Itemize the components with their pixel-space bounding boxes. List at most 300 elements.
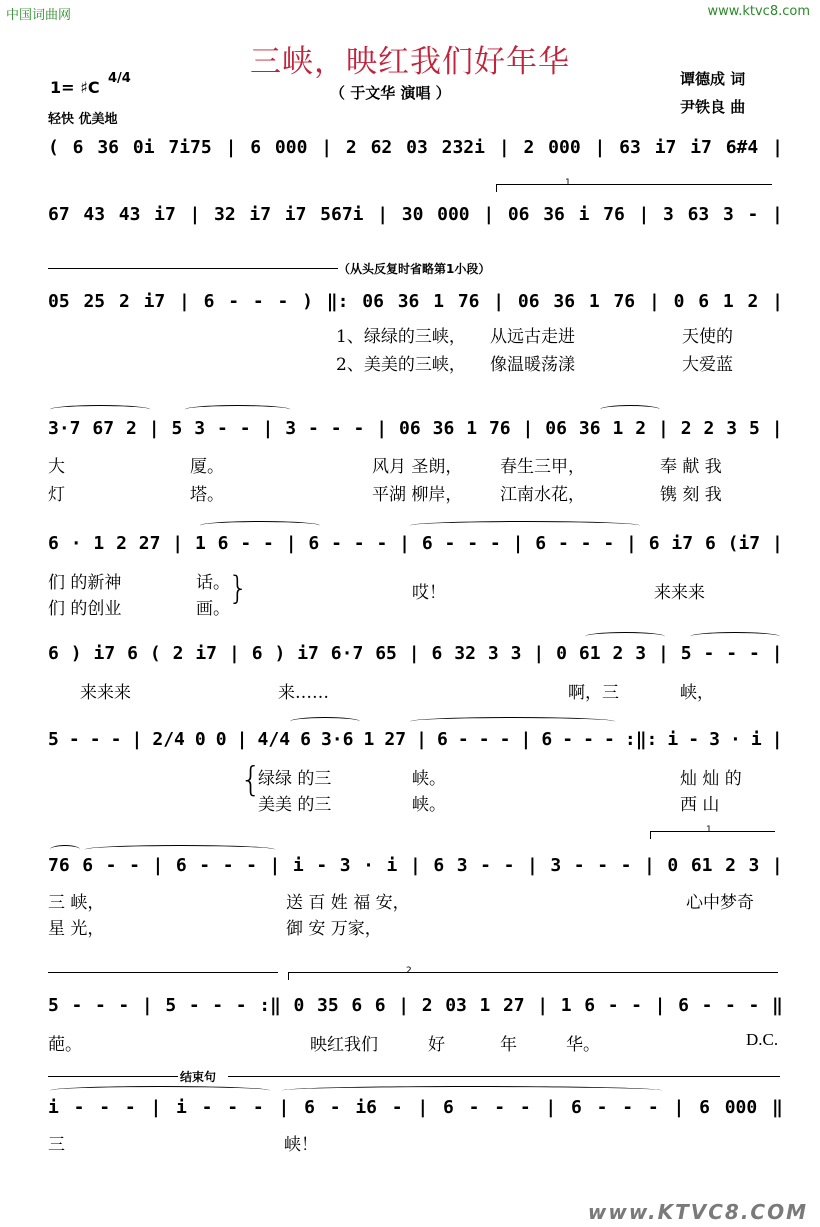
note-token: 0: [556, 642, 567, 664]
note-token: -: [199, 854, 211, 876]
note-token: 06: [545, 417, 567, 439]
note-token: 1: [433, 290, 445, 312]
note-token: i7: [195, 642, 218, 664]
lyric-shared: 好: [428, 1035, 445, 1055]
note-token: 0: [673, 290, 685, 312]
note-token: -: [725, 994, 736, 1016]
barline: |: [498, 136, 510, 158]
barline: |: [493, 290, 505, 312]
note-token: 2: [635, 417, 647, 439]
barline: |: [141, 994, 153, 1016]
barline: |: [657, 642, 669, 664]
note-token: -: [631, 994, 642, 1016]
note-token: 000: [548, 136, 581, 158]
note-token: 27: [384, 728, 407, 750]
lyric-shared: 华。: [566, 1035, 600, 1055]
lyric-shared: 葩。: [48, 1035, 82, 1055]
staff-7: [0, 724, 820, 754]
note-token: -: [277, 290, 289, 312]
note-token: 32: [214, 203, 236, 225]
note-token: -: [227, 1096, 239, 1118]
barline: |: [278, 1096, 290, 1118]
note-token: 35: [317, 994, 339, 1016]
lyric-shared: 来来来: [80, 683, 131, 703]
lyric-shared: 来来来: [654, 583, 705, 603]
staff-notes: [48, 132, 783, 162]
staff-4: [0, 413, 820, 443]
barline: |: [638, 203, 650, 225]
note-token: -: [603, 532, 615, 554]
ending-line: [48, 1076, 178, 1077]
barline: |: [594, 136, 606, 158]
barline: ‖: [771, 994, 783, 1016]
note-token: -: [353, 532, 365, 554]
staff-1: [0, 132, 820, 162]
note-token: 1: [479, 994, 491, 1016]
note-token: 2: [118, 290, 130, 312]
staff-9: [0, 990, 820, 1020]
note-token: -: [316, 854, 328, 876]
note-token: 6: [571, 1096, 582, 1118]
note-token: 6: [48, 642, 59, 664]
volta-number: 1: [706, 825, 712, 835]
barline: |: [269, 854, 281, 876]
barline: |: [148, 417, 160, 439]
lyric-verse1: 峡。: [412, 769, 446, 789]
barline: |: [512, 532, 524, 554]
note-token: -: [573, 854, 585, 876]
note-token: 1: [612, 417, 624, 439]
note-token: -: [73, 1096, 85, 1118]
note-token: 2: [126, 417, 137, 439]
barline: |: [376, 417, 388, 439]
note-token: 43: [118, 203, 141, 225]
note-token: 06: [362, 290, 384, 312]
note-token: -: [263, 532, 274, 554]
note-token: -: [129, 854, 140, 876]
note-token: 6: [699, 1096, 710, 1118]
staff-notes: [48, 286, 783, 316]
note-token: -: [519, 1096, 531, 1118]
note-token: 6: [82, 854, 94, 876]
barline: |: [771, 854, 783, 876]
note-token: -: [583, 728, 594, 750]
lyric-verse1: 三 峡，: [48, 893, 105, 913]
note-token: -: [330, 417, 342, 439]
note-token: 36: [432, 417, 455, 439]
lyric-verse1: 大: [48, 457, 65, 477]
volta-line: [48, 972, 278, 973]
note-token: 6: [704, 532, 716, 554]
note-token: 2: [725, 854, 736, 876]
lyric-verse2: 灯: [48, 485, 65, 505]
lyric-verse1: 送 百 姓 福 安，: [286, 893, 410, 913]
note-token: 0: [667, 854, 679, 876]
watermark-right: www.ktvc8.com: [707, 4, 810, 19]
note-token: -: [748, 642, 760, 664]
lyric-shared: 年: [500, 1035, 517, 1055]
lyric-verse2: 美美 的三: [258, 795, 332, 815]
barline: |: [228, 642, 240, 664]
lyric-verse2: 星 光，: [48, 919, 105, 939]
note-token: -: [124, 1096, 136, 1118]
note-token: 3: [194, 417, 206, 439]
note-token: 6: [48, 532, 59, 554]
note-token: -: [376, 532, 388, 554]
lyric-shared: 峡！: [284, 1135, 318, 1155]
lyric-verse2: 平湖 柳岸，: [372, 485, 463, 505]
barline: :‖:: [624, 728, 658, 750]
volta-tick: [650, 831, 651, 839]
note-token: ·: [70, 532, 82, 554]
lyric-shared: 哎！: [412, 583, 446, 603]
volta-number: 2: [406, 966, 412, 976]
volta-line: [496, 184, 772, 185]
staff-2: [0, 199, 820, 229]
lyric-shared: 来……: [278, 683, 329, 703]
note-token: (: [48, 136, 59, 158]
barline: |: [150, 1096, 162, 1118]
barline: |: [771, 417, 783, 439]
note-token: 6: [678, 994, 689, 1016]
staff-notes: [48, 413, 783, 443]
note-token: 6: [436, 728, 448, 750]
note-token: 2/4: [152, 728, 185, 750]
note-token: 2: [612, 642, 624, 664]
volta-tick: [496, 184, 497, 192]
brace-icon: }: [228, 569, 249, 607]
note-token: 03: [445, 994, 467, 1016]
note-token: i: [48, 1096, 59, 1118]
note-token: -: [457, 728, 469, 750]
note-token: 6·7: [330, 642, 364, 664]
note-token: -: [235, 994, 247, 1016]
note-token: 6: [300, 728, 311, 750]
note-token: 1: [93, 532, 105, 554]
barline: |: [131, 728, 143, 750]
note-token: i6: [355, 1096, 377, 1118]
note-token: -: [201, 1096, 213, 1118]
note-token: 1: [560, 994, 572, 1016]
barline: |: [771, 728, 783, 750]
barline: |: [236, 728, 248, 750]
staff-8: [0, 850, 820, 880]
note-token: 3: [726, 417, 738, 439]
note-token: -: [494, 1096, 506, 1118]
note-token: -: [68, 728, 80, 750]
barline: |: [409, 854, 421, 876]
note-token: -: [557, 532, 569, 554]
staff-notes: [48, 724, 783, 754]
note-token: -: [703, 642, 715, 664]
note-token: i: [292, 854, 304, 876]
lyric-verse1: 绿绿 的三: [258, 769, 332, 789]
note-token: -: [647, 1096, 659, 1118]
lyricist-credit: 谭德成 词: [680, 70, 746, 88]
note-token: 5: [48, 994, 59, 1016]
repeat-skip-note: （从头反复时省略第1小段）: [338, 262, 491, 276]
note-token: 6: [351, 994, 363, 1016]
note-token: 3: [339, 854, 351, 876]
barline: |: [772, 136, 783, 158]
note-token: 7i75: [168, 136, 212, 158]
note-token: 6: [308, 532, 320, 554]
note-token: -: [391, 1096, 403, 1118]
note-token: 4/4: [257, 728, 291, 750]
note-token: 000: [274, 136, 308, 158]
ending-line: [228, 1076, 780, 1077]
note-token: 6: [541, 728, 553, 750]
ending-label: 结束句: [180, 1070, 217, 1084]
lyric-verse1: 1、绿绿的三峡，: [336, 327, 466, 347]
note-token: -: [444, 532, 456, 554]
note-token: -: [580, 532, 592, 554]
lyric-shared: 啊，三: [568, 683, 619, 703]
staff-notes: [48, 199, 783, 229]
note-token: (: [149, 642, 161, 664]
note-token: 6: [127, 642, 138, 664]
staff-notes: [48, 528, 783, 558]
barline: |: [648, 290, 660, 312]
note-token: 2: [345, 136, 357, 158]
note-token: 63: [687, 203, 710, 225]
note-token: 2: [680, 417, 692, 439]
song-title: 三峡，映红我们好年华: [250, 44, 570, 80]
note-token: -: [212, 994, 224, 1016]
note-token: 62: [370, 136, 393, 158]
barline: |: [189, 203, 201, 225]
barline: |: [533, 642, 545, 664]
staff-notes: [48, 1092, 783, 1122]
note-token: 36: [543, 203, 565, 225]
note-token: 06: [507, 203, 530, 225]
note-token: 6: [374, 994, 386, 1016]
note-token: 3: [510, 642, 522, 664]
note-token: i: [667, 728, 679, 750]
note-token: 2: [747, 290, 759, 312]
note-token: (i7: [727, 532, 761, 554]
note-token: ): [70, 642, 82, 664]
lyric-verse2: 江南水花，: [500, 485, 585, 505]
note-token: -: [480, 854, 491, 876]
note-token: i7: [143, 290, 166, 312]
note-token: 76: [603, 203, 625, 225]
barline: ‖:: [326, 290, 349, 312]
barline: |: [321, 136, 333, 158]
note-token: -: [308, 417, 319, 439]
note-token: -: [726, 642, 738, 664]
staff-3: [0, 286, 820, 316]
lyric-verse2: 御 安 万家，: [286, 919, 382, 939]
note-token: 6: [250, 136, 262, 158]
note-token: 32: [454, 642, 476, 664]
barline: |: [417, 1096, 429, 1118]
note-token: -: [105, 854, 117, 876]
note-token: -: [89, 728, 101, 750]
note-token: 25: [83, 290, 106, 312]
barline: |: [416, 728, 427, 750]
barline: |: [179, 290, 190, 312]
barline: |: [285, 532, 297, 554]
note-token: -: [94, 994, 106, 1016]
note-token: -: [239, 417, 251, 439]
note-token: 6: [251, 642, 263, 664]
note-token: 06: [399, 417, 421, 439]
note-token: 2: [116, 532, 127, 554]
volta-tick: [288, 972, 289, 980]
note-token: -: [353, 417, 365, 439]
note-token: i: [578, 203, 590, 225]
note-token: -: [596, 1096, 608, 1118]
lyric-verse2: 塔。: [190, 485, 224, 505]
barline: ‖: [771, 1096, 783, 1118]
note-token: 0i: [132, 136, 155, 158]
barline: |: [644, 854, 655, 876]
note-token: 6: [175, 854, 187, 876]
note-token: -: [118, 994, 130, 1016]
barline: |: [522, 417, 534, 439]
note-token: i: [386, 854, 398, 876]
note-token: -: [747, 203, 759, 225]
note-token: -: [71, 994, 83, 1016]
note-token: 0: [194, 728, 206, 750]
note-token: -: [228, 290, 240, 312]
note-token: 5: [171, 417, 183, 439]
note-token: -: [222, 854, 234, 876]
note-token: i7: [671, 532, 694, 554]
note-token: 6: [304, 1096, 315, 1118]
note-token: 6: [648, 532, 660, 554]
note-token: 3: [550, 854, 562, 876]
staff-notes: [48, 990, 783, 1020]
note-token: ·: [730, 728, 741, 750]
note-token: 2: [421, 994, 433, 1016]
note-token: 61: [690, 854, 713, 876]
barline: |: [483, 203, 495, 225]
note-token: ·: [363, 854, 374, 876]
note-token: -: [252, 1096, 264, 1118]
note-token: -: [478, 728, 490, 750]
lyric-shared: 峡，: [680, 683, 714, 703]
note-token: 6: [431, 642, 443, 664]
lyric-verse1: 厦。: [190, 457, 224, 477]
note-token: 65: [375, 642, 397, 664]
note-token: -: [468, 1096, 480, 1118]
lyric-verse2: 们 的创业: [48, 599, 122, 619]
note-token: 2: [523, 136, 535, 158]
barline: |: [772, 290, 783, 312]
note-token: 6: [433, 854, 445, 876]
note-token: i7: [249, 203, 272, 225]
note-token: 36: [397, 290, 420, 312]
note-token: 30: [401, 203, 424, 225]
lyric-verse1: 话。: [196, 573, 230, 593]
note-token: -: [620, 854, 632, 876]
note-token: 5: [165, 994, 177, 1016]
note-token: 1: [588, 290, 600, 312]
note-token: 3: [709, 728, 720, 750]
staff-10: [0, 1092, 820, 1122]
note-token: 06: [517, 290, 540, 312]
note-token: 3: [487, 642, 499, 664]
staff-5: [0, 528, 820, 558]
time-signature: 4/4: [108, 71, 131, 86]
note-token: -: [701, 994, 713, 1016]
barline: |: [771, 642, 783, 664]
note-token: i7: [154, 203, 176, 225]
note-token: -: [240, 532, 252, 554]
watermark-left: 中国词曲网: [6, 8, 72, 23]
note-token: 6: [72, 136, 84, 158]
note-token: 67: [92, 417, 115, 439]
note-token: 43: [83, 203, 106, 225]
lyric-verse1: 们 的新神: [48, 573, 122, 593]
lyric-verse2: 镌 刻 我: [660, 485, 722, 505]
key-signature: 1= ♯C: [50, 78, 100, 97]
barline: |: [225, 136, 237, 158]
note-token: 0: [293, 994, 305, 1016]
lyric-shared: 映红我们: [310, 1035, 378, 1055]
note-token: 36: [97, 136, 120, 158]
barline: |: [626, 532, 637, 554]
note-token: 0: [215, 728, 227, 750]
staff-notes: [48, 638, 783, 668]
note-token: 3·6: [320, 728, 354, 750]
volta-line: [288, 972, 778, 973]
note-token: 6: [535, 532, 547, 554]
note-token: 3: [663, 203, 674, 225]
note-token: 6: [442, 1096, 454, 1118]
note-token: 76: [613, 290, 636, 312]
note-token: 36: [553, 290, 576, 312]
note-token: 1: [722, 290, 734, 312]
lyric-verse2: 峡。: [412, 795, 446, 815]
note-token: i: [176, 1096, 187, 1118]
note-token: -: [499, 728, 511, 750]
note-token: -: [688, 728, 700, 750]
barline: :‖: [259, 994, 281, 1016]
footer-logo: www.KTVC8.COM: [587, 1200, 808, 1224]
note-token: 567i: [320, 203, 364, 225]
barline: |: [657, 417, 669, 439]
lyric-verse1: 灿 灿 的: [680, 769, 742, 789]
da-capo: D.C.: [746, 1030, 779, 1049]
note-token: 3: [635, 642, 647, 664]
barline: |: [398, 994, 410, 1016]
barline: |: [545, 1096, 557, 1118]
lyric-verse1: 从远古走进: [490, 327, 575, 347]
note-token: 5: [48, 728, 59, 750]
note-token: -: [110, 728, 122, 750]
barline: |: [262, 417, 274, 439]
barline: |: [772, 203, 783, 225]
note-token: 000: [437, 203, 470, 225]
note-token: 27: [502, 994, 525, 1016]
note-token: 3: [748, 854, 760, 876]
lyric-verse2: 大爱蓝: [682, 355, 733, 375]
note-token: ): [274, 642, 286, 664]
lyric-verse2: 像温暖荡漾: [490, 355, 575, 375]
note-token: -: [597, 854, 609, 876]
note-token: 1: [363, 728, 375, 750]
note-token: 6: [203, 290, 215, 312]
note-token: 03: [406, 136, 428, 158]
note-token: 61: [578, 642, 601, 664]
note-token: -: [99, 1096, 111, 1118]
note-token: 76: [488, 417, 511, 439]
note-token: 3: [456, 854, 468, 876]
barline: |: [537, 994, 549, 1016]
